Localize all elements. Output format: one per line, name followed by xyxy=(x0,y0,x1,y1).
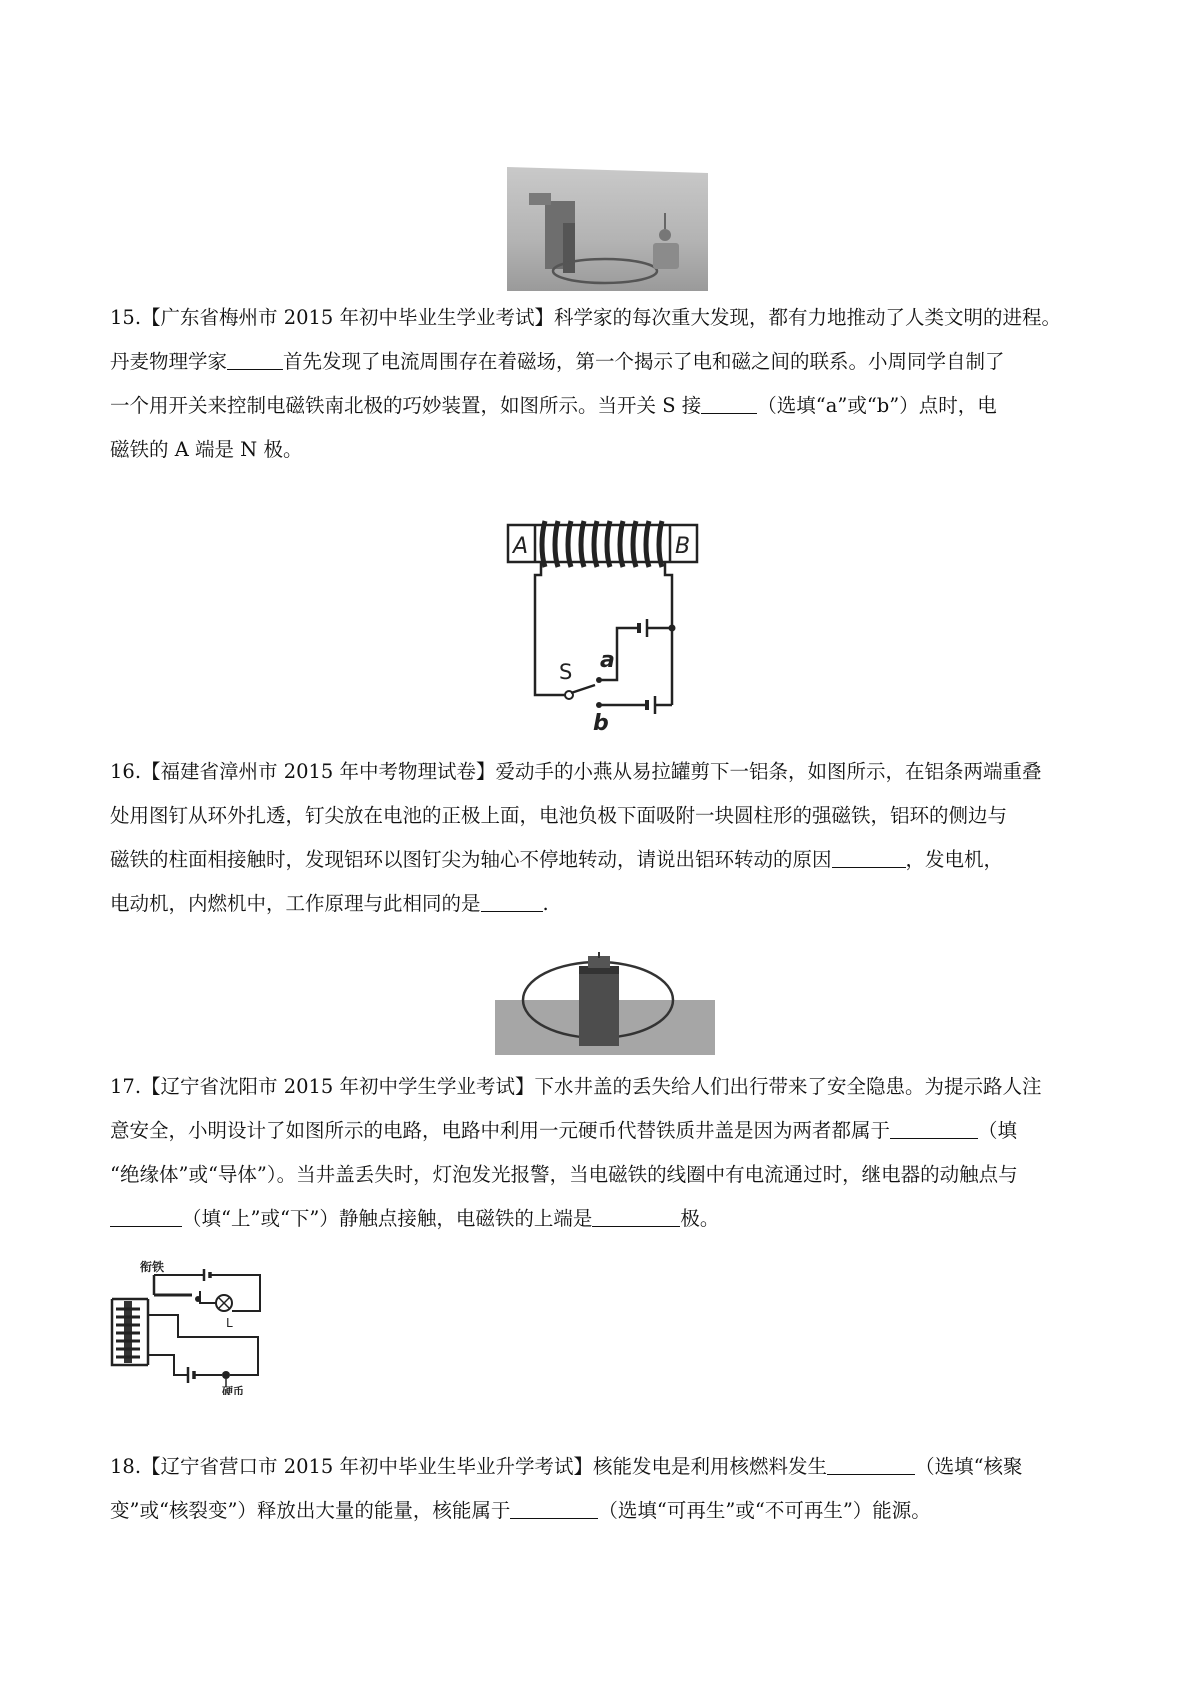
answer-blank[interactable] xyxy=(110,1202,182,1227)
question-number: 17. xyxy=(110,1075,142,1098)
label-b-end: B xyxy=(675,534,691,559)
question-number: 15. xyxy=(110,306,142,329)
question-number: 16. xyxy=(110,760,142,783)
question-16-line-2: 处用图钉从环外扎透，钉尖放在电池的正极上面，电池负极下面吸附一块圆柱形的强磁铁，铝环的侧边与 xyxy=(110,804,1008,827)
label-a-end: A xyxy=(513,534,529,559)
figure-electromagnet-circuit xyxy=(505,515,705,737)
question-16-line-3: 磁铁的柱面相接触时，发现铝环以图钉尖为轴心不停地转动，请说出铝环转动的原因 ，发电机， xyxy=(110,838,1100,882)
question-15 xyxy=(110,296,1100,472)
question-15-line-2: 丹麦物理学家 首先发现了电流周围存在着磁场，第一个揭示了电和磁之间的联系。小周同学自制了 xyxy=(110,340,1100,384)
question-17-line-4: （填“上”或“下”）静触点接触，电磁铁的上端是 极。 xyxy=(110,1197,1100,1241)
question-16 xyxy=(110,750,1100,926)
figure-aluminum-ring xyxy=(495,950,715,1055)
label-lamp: L xyxy=(226,1316,233,1330)
question-18 xyxy=(110,1445,1100,1533)
label-point-b: b xyxy=(593,711,609,736)
question-source: 【广东省梅州市 2015 年初中毕业生学业考试】 xyxy=(141,306,555,329)
answer-blank[interactable] xyxy=(832,843,906,868)
question-15-line-3: 一个用开关来控制电磁铁南北极的巧妙装置，如图所示。当开关 S 接 （选填“a”或“b”）点时，电 xyxy=(110,384,1100,428)
figure-hand-crank-generator xyxy=(505,163,710,293)
label-point-a: a xyxy=(600,648,615,673)
answer-blank[interactable] xyxy=(592,1202,680,1227)
answer-blank[interactable] xyxy=(827,1450,915,1475)
question-17 xyxy=(110,1065,1100,1241)
label-s: S xyxy=(559,660,573,684)
question-15-line-4: 磁铁的 A 端是 N 极。 xyxy=(110,438,303,461)
answer-blank[interactable] xyxy=(890,1114,978,1139)
question-17-line-2: 意安全，小明设计了如图所示的电路，电路中利用一元硬币代替铁质井盖是因为两者都属于 （填 xyxy=(110,1109,1100,1153)
question-source: 【辽宁省沈阳市 2015 年初中学生学业考试】 xyxy=(141,1075,535,1098)
question-source: 【辽宁省营口市 2015 年初中毕业生毕业升学考试】 xyxy=(141,1455,594,1478)
label-armature: 衔铁 xyxy=(140,1260,165,1274)
question-16-line-1: 16.【福建省漳州市 2015 年中考物理试卷】爱动手的小燕从易拉罐剪下一铝条，如图所示，在铝条两端重叠 xyxy=(110,760,1042,783)
answer-blank[interactable] xyxy=(701,389,757,414)
answer-blank[interactable] xyxy=(510,1494,598,1519)
label-coin: 硬币 xyxy=(222,1385,244,1395)
figure-relay-circuit xyxy=(108,1255,288,1395)
question-17-line-3: “绝缘体”或“导体”）。当井盖丢失时，灯泡发光报警，当电磁铁的线圈中有电流通过时，继电器的动触点与 xyxy=(110,1163,1018,1186)
question-18-line-1: 18.【辽宁省营口市 2015 年初中毕业生毕业升学考试】核能发电是利用核燃料发生 （选填“核聚 xyxy=(110,1445,1100,1489)
answer-blank[interactable] xyxy=(227,345,283,370)
question-source: 【福建省漳州市 2015 年中考物理试卷】 xyxy=(141,760,496,783)
question-15-line-1: 15.【广东省梅州市 2015 年初中毕业生学业考试】科学家的每次重大发现，都有力地推动了人类文明的进程。 xyxy=(110,306,1062,329)
question-18-line-2: 变”或“核裂变”）释放出大量的能量，核能属于 （选填“可再生”或“不可再生”）能源。 xyxy=(110,1489,1100,1533)
question-16-line-4: 电动机，内燃机中，工作原理与此相同的是 . xyxy=(110,882,1100,926)
question-number: 18. xyxy=(110,1455,142,1478)
question-17-line-1: 17.【辽宁省沈阳市 2015 年初中学生学业考试】下水井盖的丢失给人们出行带来了安全隐患。为提示路人注 xyxy=(110,1075,1042,1098)
answer-blank[interactable] xyxy=(481,887,543,912)
